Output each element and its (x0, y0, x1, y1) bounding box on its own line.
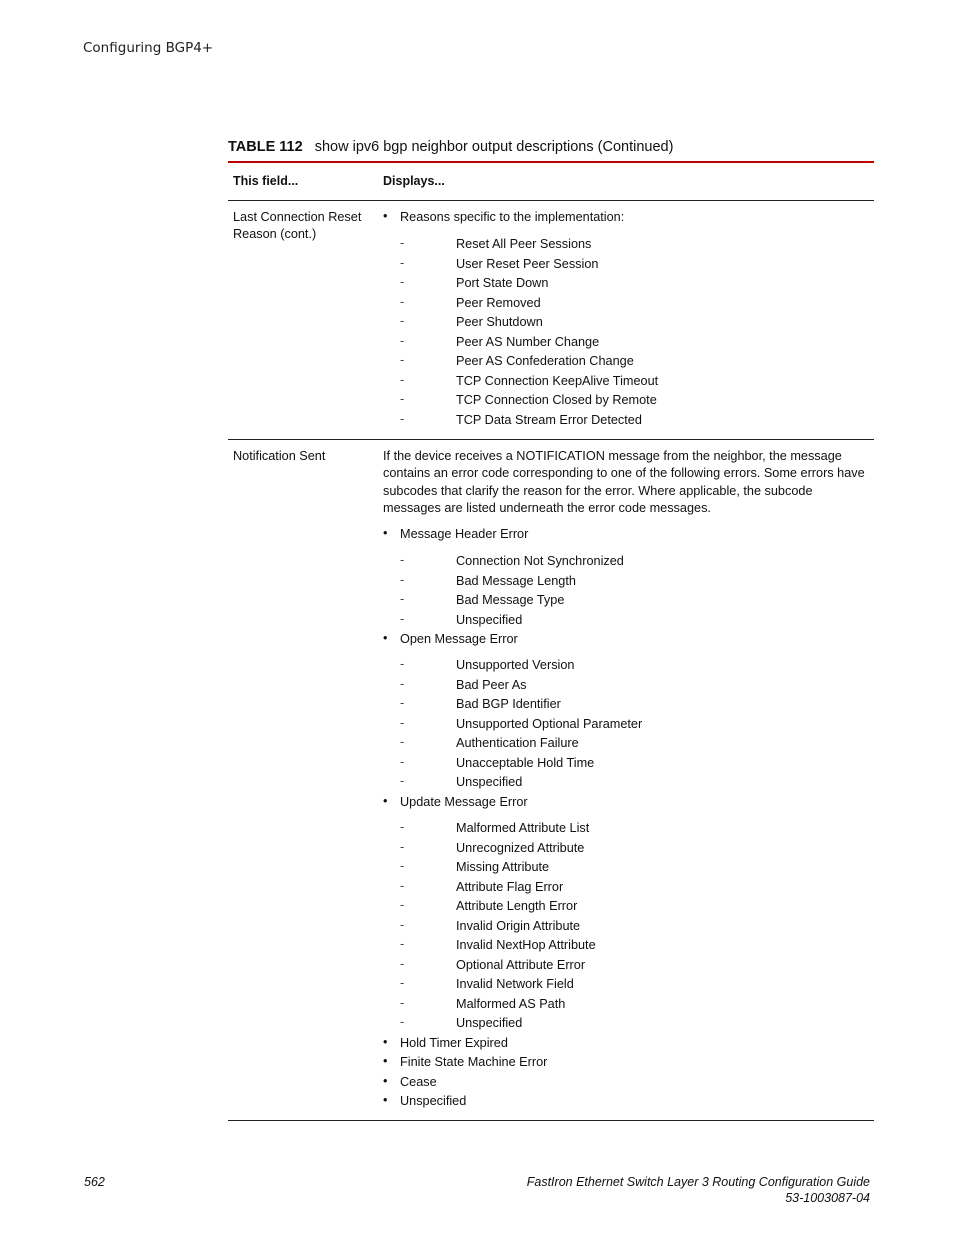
bullet-marker: • (383, 526, 388, 540)
bullet-item: Reasons specific to the implementation: (400, 210, 625, 224)
bullet-item: Finite State Machine Error (400, 1055, 548, 1070)
bullet-marker: • (383, 794, 388, 808)
sub-item: Connection Not Synchronized (456, 554, 624, 568)
sub-item: Unspecified (456, 1016, 523, 1030)
bullet-marker: • (383, 209, 388, 223)
dash-marker: - (400, 976, 405, 990)
bullet-marker: • (383, 631, 388, 645)
sub-item: Malformed Attribute List (456, 821, 590, 835)
dash-marker: - (400, 878, 405, 893)
sub-item: Invalid Origin Attribute (456, 918, 581, 933)
sub-item: Port State Down (456, 276, 549, 290)
sub-item: Attribute Flag Error (456, 879, 564, 894)
bullet-item: Cease (400, 1074, 437, 1089)
bullet-item: Update Message Error (400, 795, 528, 809)
sub-item: Unacceptable Hold Time (456, 755, 595, 770)
bullet-item: Message Header Error (400, 527, 529, 541)
table-number: TABLE 112 (228, 139, 303, 155)
dash-marker: - (400, 392, 405, 406)
notification-description: If the device receives a NOTIFICATION message from the neighbor, the message contains an error code corresponding to one of the following errors. Some errors have subcodes that clarify the reason for the error. Where applicable, the subcode messages are listed underneath the error code messages. (383, 449, 865, 515)
bullet-marker: • (383, 1054, 388, 1069)
dash-marker: - (400, 676, 405, 691)
sub-item: Unrecognized Attribute (456, 840, 585, 855)
sub-item: Invalid Network Field (456, 977, 574, 991)
dash-marker: - (400, 314, 405, 328)
sub-item: Bad Message Length (456, 573, 576, 588)
sub-item: Optional Attribute Error (456, 957, 586, 972)
bullet-marker: • (383, 1092, 388, 1107)
sub-item: Authentication Failure (456, 736, 579, 750)
header-rule (228, 200, 874, 201)
footer-doc-info (527, 1175, 870, 1206)
dash-marker: - (400, 774, 405, 788)
dash-marker: - (400, 995, 405, 1010)
dash-marker: - (400, 898, 405, 912)
sub-item: TCP Data Stream Error Detected (456, 412, 642, 427)
dash-marker: - (400, 294, 405, 309)
dash-marker: - (400, 696, 405, 710)
table-bottom-rule (228, 1120, 874, 1121)
dash-marker: - (400, 236, 405, 250)
sub-item: Peer Shutdown (456, 315, 543, 329)
dash-marker: - (400, 657, 405, 671)
dash-marker: - (400, 820, 405, 834)
sub-item: Unspecified (456, 775, 523, 789)
sub-item: Unsupported Version (456, 658, 575, 672)
dash-marker: - (400, 372, 405, 387)
sub-item: Invalid NextHop Attribute (456, 938, 596, 952)
sub-item: Attribute Length Error (456, 899, 578, 913)
dash-marker: - (400, 859, 405, 873)
footer-title: FastIron Ethernet Switch Layer 3 Routing Configuration Guide (526, 1175, 870, 1189)
sub-item: Reset All Peer Sessions (456, 237, 592, 251)
dash-marker: - (400, 937, 405, 951)
sub-item: Malformed AS Path (456, 996, 566, 1011)
sub-item: Bad Peer As (456, 677, 527, 692)
sub-item: TCP Connection Closed by Remote (456, 393, 657, 407)
running-header: Configuring BGP4+ (83, 40, 214, 56)
sub-item: User Reset Peer Session (456, 256, 599, 271)
sub-item: TCP Connection KeepAlive Timeout (456, 373, 659, 388)
dash-marker: - (400, 255, 405, 270)
field-notification-sent: Notification Sent (233, 449, 326, 463)
sub-item: Bad Message Type (456, 593, 565, 607)
column-header-displays: Displays... (383, 174, 445, 188)
sub-item: Unsupported Optional Parameter (456, 716, 643, 731)
sub-item: Peer Removed (456, 295, 541, 310)
dash-marker: - (400, 1015, 405, 1029)
dash-marker: - (400, 275, 405, 289)
bullet-item: Unspecified (400, 1093, 467, 1108)
dash-marker: - (400, 735, 405, 749)
dash-marker: - (400, 839, 405, 854)
dash-marker: - (400, 592, 405, 606)
caption-rule (228, 161, 874, 163)
table-title: show ipv6 bgp neighbor output descriptions (Continued) (314, 139, 674, 155)
dash-marker: - (400, 611, 405, 626)
dash-marker: - (400, 553, 405, 567)
row-rule (228, 439, 874, 440)
dash-marker: - (400, 754, 405, 769)
dash-marker: - (400, 411, 405, 426)
sub-item: Missing Attribute (456, 860, 550, 874)
sub-item: Peer AS Number Change (456, 334, 600, 349)
bullet-item: Open Message Error (400, 632, 518, 646)
sub-item: Peer AS Confederation Change (456, 354, 634, 368)
column-header-field: This field... (233, 174, 299, 188)
dash-marker: - (400, 917, 405, 932)
bullet-item: Hold Timer Expired (400, 1036, 508, 1050)
sub-item: Unspecified (456, 612, 523, 627)
table-caption (228, 139, 673, 155)
sub-item: Bad BGP Identifier (456, 697, 561, 711)
field-last-connection-reset-reason: Last Connection Reset Reason (cont.) (233, 210, 362, 241)
dash-marker: - (400, 353, 405, 367)
page-number: 562 (84, 1175, 105, 1189)
dash-marker: - (400, 956, 405, 971)
dash-marker: - (400, 333, 405, 348)
dash-marker: - (400, 572, 405, 587)
bullet-marker: • (383, 1073, 388, 1088)
footer-doc-id: 53-1003087-04 (785, 1190, 870, 1205)
bullet-marker: • (383, 1035, 388, 1049)
dash-marker: - (400, 715, 405, 730)
